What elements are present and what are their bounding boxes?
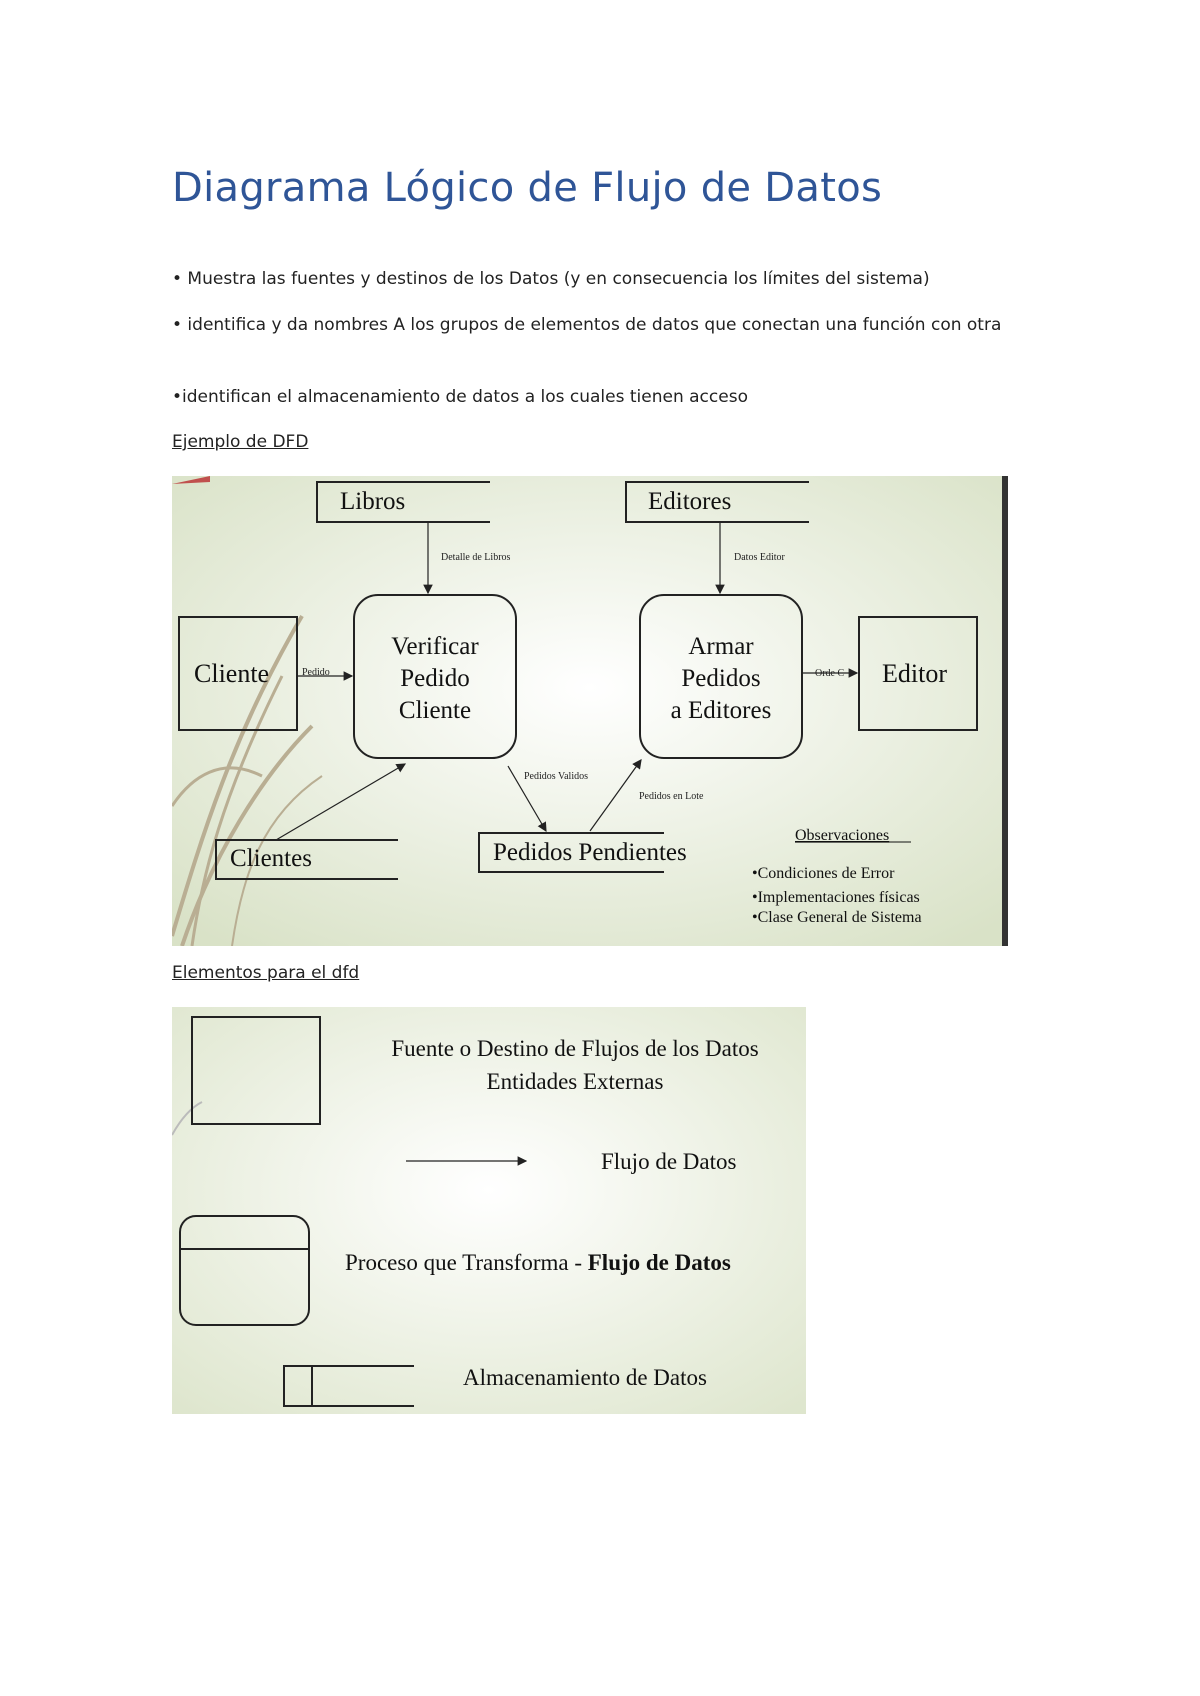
svg-text:Fuente o Destino de Flujos de: Fuente o Destino de Flujos de los Datos [391,1036,759,1061]
svg-text:a Editores: a Editores [670,697,772,724]
page-title: Diagrama Lógico de Flujo de Datos [172,165,883,211]
svg-text:Flujo de Datos: Flujo de Datos [601,1149,737,1174]
dfd-example-figure [172,476,1008,946]
svg-text:Editores: Editores [648,488,732,515]
svg-text:Detalle de Libros: Detalle de Libros [441,552,511,563]
svg-text:Cliente: Cliente [194,659,270,688]
svg-text:Verificar: Verificar [391,633,479,660]
svg-text:Pedidos Validos: Pedidos Validos [524,771,588,782]
figure-right-border [1002,476,1008,946]
svg-text:Pedidos: Pedidos [681,665,761,692]
svg-text:Observaciones: Observaciones [795,827,890,844]
svg-text:Libros: Libros [340,488,406,515]
bullet-storage: •identifican el almacenamiento de datos a los cuales tienen acceso [172,387,748,407]
svg-text:Pedido: Pedido [400,665,470,692]
svg-text:Pedidos Pendientes: Pedidos Pendientes [493,839,687,866]
svg-text:Orde C: Orde C [815,668,845,679]
example-heading: Ejemplo de DFD [172,432,309,452]
svg-text:•Clase General de Sistema: •Clase General de Sistema [752,909,922,926]
svg-text:Clientes: Clientes [230,845,312,872]
svg-text:Proceso que Transforma - Fluj: Proceso que Transforma - Flujo de Datos [345,1250,731,1275]
bullet-sources: • Muestra las fuentes y destinos de los Datos (y en consecuencia los límites del sistema) [172,269,930,289]
svg-text:•Implementaciones físicas: •Implementaciones físicas [752,889,920,906]
bullet-identifies: • identifica y da nombres A los grupos de elementos de datos que conectan una función con otra [172,315,1002,335]
dfd-legend-figure [172,1007,806,1414]
svg-text:Cliente: Cliente [398,697,472,724]
svg-text:Almacenamiento de Datos: Almacenamiento de Datos [463,1365,707,1390]
svg-text:Editor: Editor [882,659,947,688]
svg-text:Datos Editor: Datos Editor [734,552,785,563]
svg-text:•Condiciones de Error: •Condiciones de Error [752,865,895,882]
svg-text:Armar: Armar [688,633,754,660]
svg-text:Pedido: Pedido [302,667,330,678]
svg-text:Pedidos en Lote: Pedidos en Lote [639,791,704,802]
svg-text:Entidades Externas: Entidades Externas [486,1069,664,1094]
elements-heading: Elementos para el dfd [172,963,360,983]
